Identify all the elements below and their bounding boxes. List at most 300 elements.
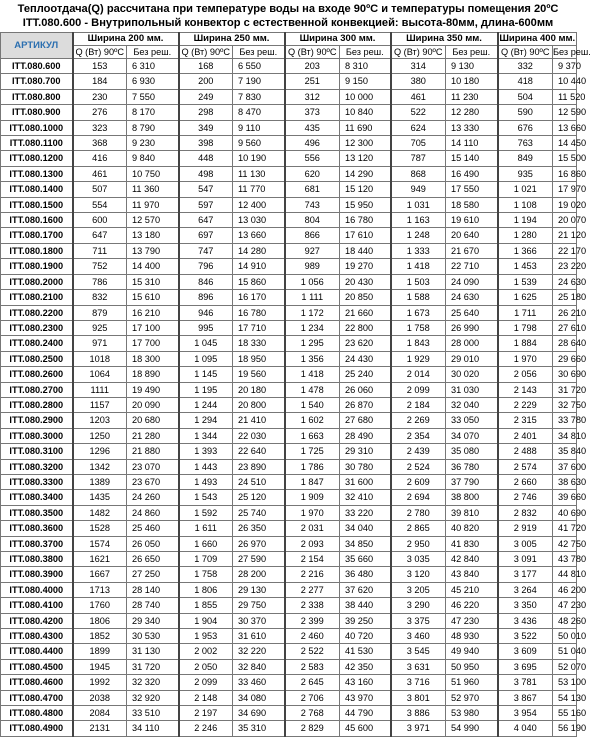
grille-value-cell: 34 070 xyxy=(446,428,498,443)
grille-value-cell: 32 410 xyxy=(340,490,391,505)
grille-value-cell: 29 750 xyxy=(233,598,285,613)
heat-output-cell: 2 229 xyxy=(498,397,553,412)
heat-output-cell: 2 694 xyxy=(391,490,446,505)
q-header: Q (Вт) 90ºC xyxy=(498,46,553,59)
q-header: Q (Вт) 90ºC xyxy=(73,46,127,59)
grille-value-cell: 13 660 xyxy=(233,228,285,243)
grille-value-cell: 51 960 xyxy=(446,675,498,690)
heat-output-cell: 2 522 xyxy=(285,644,340,659)
grille-value-cell: 35 660 xyxy=(340,552,391,567)
heat-output-cell: 597 xyxy=(179,197,233,212)
heat-output-cell: 681 xyxy=(285,182,340,197)
table-body xyxy=(1,59,587,737)
grille-value-cell: 43 160 xyxy=(340,675,391,690)
heat-output-cell: 3 867 xyxy=(498,690,553,705)
table-row xyxy=(1,290,577,305)
article-cell: ITT.080.4000 xyxy=(1,582,73,597)
table-row xyxy=(1,367,577,382)
heat-output-cell: 504 xyxy=(498,89,553,104)
heat-output-cell: 624 xyxy=(391,120,446,135)
grille-value-cell: 34 850 xyxy=(340,536,391,551)
heat-output-cell: 1 172 xyxy=(285,305,340,320)
article-cell: ITT.080.600 xyxy=(1,59,73,74)
heat-output-cell: 3 522 xyxy=(498,629,553,644)
table-row xyxy=(1,474,577,489)
grille-value-cell: 16 210 xyxy=(127,305,179,320)
grille-value-cell: 32 840 xyxy=(233,659,285,674)
article-cell: ITT.080.2600 xyxy=(1,367,73,382)
grille-value-cell: 10 180 xyxy=(446,74,498,89)
group-header-350: Ширина 350 мм. xyxy=(391,33,498,46)
heat-output-cell: 1 709 xyxy=(179,552,233,567)
table-row xyxy=(1,105,577,120)
table-row xyxy=(1,74,577,89)
grille-value-cell: 33 510 xyxy=(127,706,179,721)
heat-output-cell: 971 xyxy=(73,336,127,351)
heat-output-cell: 763 xyxy=(498,136,553,151)
grille-value-cell: 17 610 xyxy=(340,228,391,243)
grille-value-cell: 28 490 xyxy=(340,428,391,443)
heat-output-cell: 332 xyxy=(498,59,553,74)
grille-value-cell: 26 970 xyxy=(233,536,285,551)
grille-value-cell: 34 690 xyxy=(233,706,285,721)
table-row xyxy=(1,320,577,335)
heat-output-cell: 2 645 xyxy=(285,675,340,690)
grille-value-cell: 18 890 xyxy=(127,367,179,382)
grille-value-cell: 9 230 xyxy=(127,136,179,151)
heat-output-cell: 2 338 xyxy=(285,598,340,613)
heat-output-cell: 1 503 xyxy=(391,274,446,289)
grille-value-cell: 36 780 xyxy=(446,459,498,474)
grille-value-cell: 25 120 xyxy=(233,490,285,505)
grille-value-cell: 24 430 xyxy=(340,351,391,366)
grille-value-cell: 31 130 xyxy=(127,644,179,659)
table-row xyxy=(1,59,577,74)
heat-output-cell: 786 xyxy=(73,274,127,289)
q-header: Q (Вт) 90ºC xyxy=(179,46,233,59)
heat-output-cell: 1064 xyxy=(73,367,127,382)
grille-value-cell: 44 810 xyxy=(553,567,577,582)
heat-output-cell: 995 xyxy=(179,320,233,335)
heat-output-cell: 1 725 xyxy=(285,444,340,459)
grille-value-cell: 25 640 xyxy=(446,305,498,320)
heat-output-cell: 2 093 xyxy=(285,536,340,551)
grille-value-cell: 26 650 xyxy=(127,552,179,567)
heat-output-cell: 2 099 xyxy=(391,382,446,397)
heat-output-cell: 1 344 xyxy=(179,428,233,443)
article-cell: ITT.080.900 xyxy=(1,105,73,120)
heat-output-cell: 2 148 xyxy=(179,690,233,705)
grille-value-cell: 52 970 xyxy=(446,690,498,705)
heat-output-cell: 1 244 xyxy=(179,397,233,412)
grille-value-cell: 23 620 xyxy=(340,336,391,351)
grille-value-cell: 34 110 xyxy=(127,721,179,736)
heat-output-cell: 949 xyxy=(391,182,446,197)
heat-output-cell: 1 929 xyxy=(391,351,446,366)
heat-output-cell: 1 031 xyxy=(391,197,446,212)
grille-value-cell: 26 870 xyxy=(340,397,391,412)
grille-value-cell: 23 890 xyxy=(233,459,285,474)
grille-value-cell: 13 660 xyxy=(553,120,577,135)
heat-output-cell: 3 801 xyxy=(391,690,446,705)
grille-value-cell: 19 610 xyxy=(446,213,498,228)
grille-value-cell: 45 210 xyxy=(446,582,498,597)
grille-header: Без реш. xyxy=(553,47,591,57)
grille-value-cell: 12 570 xyxy=(127,213,179,228)
grille-value-cell: 29 130 xyxy=(233,582,285,597)
heat-output-cell: 1157 xyxy=(73,397,127,412)
grille-value-cell: 15 140 xyxy=(446,151,498,166)
heat-output-cell: 1 660 xyxy=(179,536,233,551)
heat-output-cell: 200 xyxy=(179,74,233,89)
grille-value-cell: 44 790 xyxy=(340,706,391,721)
grille-value-cell: 12 590 xyxy=(553,105,577,120)
grille-value-cell: 16 780 xyxy=(340,213,391,228)
heat-output-cell: 184 xyxy=(73,74,127,89)
grille-value-cell: 45 600 xyxy=(340,721,391,736)
grille-value-cell: 11 520 xyxy=(553,89,577,104)
heat-output-cell: 1806 xyxy=(73,613,127,628)
heat-output-cell: 866 xyxy=(285,228,340,243)
heat-output-cell: 1 108 xyxy=(498,197,553,212)
grille-value-cell: 48 260 xyxy=(553,613,577,628)
grille-value-cell: 18 440 xyxy=(340,243,391,258)
heat-output-cell: 2131 xyxy=(73,721,127,736)
grille-value-cell: 9 840 xyxy=(127,151,179,166)
heat-output-cell: 1482 xyxy=(73,505,127,520)
heat-output-cell: 1435 xyxy=(73,490,127,505)
grille-value-cell: 13 790 xyxy=(127,243,179,258)
article-cell: ITT.080.2900 xyxy=(1,413,73,428)
grille-value-cell: 43 840 xyxy=(446,567,498,582)
article-cell: ITT.080.1700 xyxy=(1,228,73,243)
grille-value-cell: 53 100 xyxy=(553,675,577,690)
heat-output-cell: 1899 xyxy=(73,644,127,659)
grille-value-cell: 14 450 xyxy=(553,136,577,151)
grille-value-cell: 15 500 xyxy=(553,151,577,166)
grille-value-cell: 10 840 xyxy=(340,105,391,120)
heat-output-cell: 1 673 xyxy=(391,305,446,320)
heat-output-cell: 1 855 xyxy=(179,598,233,613)
article-cell: ITT.080.700 xyxy=(1,74,73,89)
heat-output-cell: 2 197 xyxy=(179,706,233,721)
heat-output-cell: 230 xyxy=(73,89,127,104)
grille-value-cell: 39 810 xyxy=(446,505,498,520)
heat-output-cell: 1 095 xyxy=(179,351,233,366)
heat-output-cell: 203 xyxy=(285,59,340,74)
article-cell: ITT.080.1300 xyxy=(1,166,73,181)
heat-output-cell: 879 xyxy=(73,305,127,320)
grille-value-cell: 31 610 xyxy=(233,629,285,644)
heat-output-cell: 832 xyxy=(73,290,127,305)
table-row xyxy=(1,659,577,674)
grille-value-cell: 29 660 xyxy=(553,351,577,366)
grille-value-cell: 38 800 xyxy=(446,490,498,505)
grille-value-cell: 30 780 xyxy=(340,459,391,474)
table-row xyxy=(1,582,577,597)
grille-value-cell: 35 080 xyxy=(446,444,498,459)
article-cell: ITT.080.2700 xyxy=(1,382,73,397)
heat-output-cell: 1 798 xyxy=(498,320,553,335)
table-row xyxy=(1,197,577,212)
heat-output-cell: 1 540 xyxy=(285,397,340,412)
heat-output-cell: 1 280 xyxy=(498,228,553,243)
grille-value-cell: 10 190 xyxy=(233,151,285,166)
heat-output-cell: 925 xyxy=(73,320,127,335)
heat-output-cell: 2 002 xyxy=(179,644,233,659)
heat-output-cell: 705 xyxy=(391,136,446,151)
header-line-1: Теплоотдача(Q) рассчитана при температуре воды на входе 90ºC и температуры помещения 20ºC xyxy=(17,3,559,15)
heat-output-cell: 2 031 xyxy=(285,521,340,536)
convector-table xyxy=(0,32,591,737)
heat-output-cell: 3 545 xyxy=(391,644,446,659)
grille-value-cell: 33 460 xyxy=(233,675,285,690)
heat-output-cell: 461 xyxy=(73,166,127,181)
grille-value-cell: 40 720 xyxy=(340,629,391,644)
heat-output-cell: 2 099 xyxy=(179,675,233,690)
grille-header: Без реш. xyxy=(340,46,391,59)
grille-value-cell: 30 530 xyxy=(127,629,179,644)
heat-output-cell: 1 758 xyxy=(391,320,446,335)
grille-value-cell: 17 550 xyxy=(446,182,498,197)
heat-output-cell: 314 xyxy=(391,59,446,74)
grille-value-cell: 16 780 xyxy=(233,305,285,320)
article-cell: ITT.080.1200 xyxy=(1,151,73,166)
heat-output-cell: 522 xyxy=(391,105,446,120)
grille-value-cell: 27 590 xyxy=(233,552,285,567)
heat-output-cell: 1 786 xyxy=(285,459,340,474)
grille-value-cell: 20 850 xyxy=(340,290,391,305)
heat-output-cell: 1 145 xyxy=(179,367,233,382)
grille-header: Без реш. xyxy=(233,46,285,59)
heat-output-cell: 2 583 xyxy=(285,659,340,674)
article-cell: ITT.080.3200 xyxy=(1,459,73,474)
heat-output-cell: 804 xyxy=(285,213,340,228)
grille-value-cell: 29 010 xyxy=(446,351,498,366)
grille-value-cell: 9 110 xyxy=(233,120,285,135)
heat-output-cell: 1 970 xyxy=(285,505,340,520)
grille-value-cell: 21 670 xyxy=(446,243,498,258)
grille-value-cell: 32 750 xyxy=(553,397,577,412)
heat-output-cell: 590 xyxy=(498,105,553,120)
heat-output-cell: 2 014 xyxy=(391,367,446,382)
grille-value-cell: 41 830 xyxy=(446,536,498,551)
heat-output-cell: 846 xyxy=(179,274,233,289)
grille-value-cell: 37 790 xyxy=(446,474,498,489)
grille-value-cell: 51 040 xyxy=(553,644,577,659)
heat-output-cell: 3 120 xyxy=(391,567,446,582)
grille-value-cell: 10 750 xyxy=(127,166,179,181)
grille-value-cell: 14 400 xyxy=(127,259,179,274)
table-row xyxy=(1,706,577,721)
heat-output-cell: 849 xyxy=(498,151,553,166)
heat-output-cell: 1250 xyxy=(73,428,127,443)
grille-value-cell: 31 720 xyxy=(553,382,577,397)
heat-output-cell: 1389 xyxy=(73,474,127,489)
grille-value-cell: 14 110 xyxy=(446,136,498,151)
heat-output-cell: 2038 xyxy=(73,690,127,705)
grille-value-cell: 20 090 xyxy=(127,397,179,412)
grille-value-cell: 25 180 xyxy=(553,290,577,305)
grille-value-cell: 16 860 xyxy=(553,166,577,181)
article-cell: ITT.080.4700 xyxy=(1,690,73,705)
grille-value-cell: 41 530 xyxy=(340,644,391,659)
heat-output-cell: 1 248 xyxy=(391,228,446,243)
heat-output-cell: 380 xyxy=(391,74,446,89)
grille-value-cell: 21 120 xyxy=(553,228,577,243)
grille-value-cell: 13 120 xyxy=(340,151,391,166)
grille-value-cell: 32 320 xyxy=(127,675,179,690)
heat-output-cell: 747 xyxy=(179,243,233,258)
grille-value-cell: 29 340 xyxy=(127,613,179,628)
subheader-row xyxy=(1,46,577,59)
heat-output-cell: 1852 xyxy=(73,629,127,644)
grille-value-cell: 37 620 xyxy=(340,582,391,597)
heat-output-cell: 323 xyxy=(73,120,127,135)
grille-value-cell: 30 020 xyxy=(446,367,498,382)
grille-value-cell: 23 070 xyxy=(127,459,179,474)
heat-output-cell: 3 971 xyxy=(391,721,446,736)
heat-output-cell: 2 184 xyxy=(391,397,446,412)
grille-value-cell: 20 680 xyxy=(127,413,179,428)
grille-value-cell: 21 280 xyxy=(127,428,179,443)
heat-output-cell: 416 xyxy=(73,151,127,166)
grille-value-cell: 7 550 xyxy=(127,89,179,104)
heat-output-cell: 1 592 xyxy=(179,505,233,520)
grille-value-cell: 32 220 xyxy=(233,644,285,659)
table-row xyxy=(1,259,577,274)
heat-output-cell: 935 xyxy=(498,166,553,181)
heat-output-cell: 3 290 xyxy=(391,598,446,613)
grille-value-cell: 20 800 xyxy=(233,397,285,412)
heat-output-cell: 620 xyxy=(285,166,340,181)
article-cell: ITT.080.2800 xyxy=(1,397,73,412)
grille-value-cell: 13 330 xyxy=(446,120,498,135)
heat-output-cell: 1 663 xyxy=(285,428,340,443)
grille-value-cell: 11 970 xyxy=(127,197,179,212)
article-cell: ITT.080.3100 xyxy=(1,444,73,459)
heat-output-cell: 349 xyxy=(179,120,233,135)
table-row xyxy=(1,629,577,644)
grille-value-cell: 21 410 xyxy=(233,413,285,428)
grille-value-cell: 28 140 xyxy=(127,582,179,597)
table-row xyxy=(1,382,577,397)
heat-output-cell: 1 478 xyxy=(285,382,340,397)
heat-output-cell: 1 539 xyxy=(498,274,553,289)
grille-value-cell: 18 300 xyxy=(127,351,179,366)
grille-value-cell: 26 990 xyxy=(446,320,498,335)
grille-value-cell: 20 430 xyxy=(340,274,391,289)
grille-value-cell: 26 050 xyxy=(127,536,179,551)
grille-value-cell: 32 920 xyxy=(127,690,179,705)
grille-value-cell: 19 020 xyxy=(553,197,577,212)
heat-output-cell: 2 399 xyxy=(285,613,340,628)
grille-value-cell: 7 190 xyxy=(233,74,285,89)
grille-value-cell: 7 830 xyxy=(233,89,285,104)
group-header-300: Ширина 300 мм. xyxy=(285,33,391,46)
article-cell: ITT.080.1400 xyxy=(1,182,73,197)
heat-output-cell: 1 543 xyxy=(179,490,233,505)
article-cell: ITT.080.3500 xyxy=(1,505,73,520)
heat-output-cell: 1 970 xyxy=(498,351,553,366)
article-cell: ITT.080.4300 xyxy=(1,629,73,644)
heat-output-cell: 1 056 xyxy=(285,274,340,289)
table-row xyxy=(1,505,577,520)
grille-value-cell: 56 190 xyxy=(553,721,577,736)
article-cell: ITT.080.3400 xyxy=(1,490,73,505)
heat-output-cell: 796 xyxy=(179,259,233,274)
heat-output-cell: 1 758 xyxy=(179,567,233,582)
grille-value-cell: 9 130 xyxy=(446,59,498,74)
grille-value-cell: 10 000 xyxy=(340,89,391,104)
grille-value-cell: 31 720 xyxy=(127,659,179,674)
heat-output-cell: 3 460 xyxy=(391,629,446,644)
heat-output-cell: 2 524 xyxy=(391,459,446,474)
grille-value-cell: 12 280 xyxy=(446,105,498,120)
heat-output-cell: 1667 xyxy=(73,567,127,582)
grille-value-cell: 39 660 xyxy=(553,490,577,505)
heat-output-cell: 3 005 xyxy=(498,536,553,551)
grille-value-cell: 43 780 xyxy=(553,552,577,567)
table-row xyxy=(1,490,577,505)
heat-output-cell: 2 488 xyxy=(498,444,553,459)
heat-output-cell: 3 695 xyxy=(498,659,553,674)
table-row xyxy=(1,243,577,258)
grille-value-cell: 18 950 xyxy=(233,351,285,366)
article-cell: ITT.080.800 xyxy=(1,89,73,104)
heat-output-cell: 298 xyxy=(179,105,233,120)
article-cell: ITT.080.3300 xyxy=(1,474,73,489)
heat-output-cell: 1 453 xyxy=(498,259,553,274)
grille-value-cell: 19 490 xyxy=(127,382,179,397)
heat-output-cell: 1296 xyxy=(73,444,127,459)
heat-output-cell: 1574 xyxy=(73,536,127,551)
heat-output-cell: 600 xyxy=(73,213,127,228)
heat-output-cell: 1760 xyxy=(73,598,127,613)
grille-value-cell: 32 040 xyxy=(446,397,498,412)
grille-value-cell: 19 270 xyxy=(340,259,391,274)
heat-output-cell: 2 315 xyxy=(498,413,553,428)
heat-output-cell: 3 350 xyxy=(498,598,553,613)
grille-value-cell: 42 350 xyxy=(340,659,391,674)
grille-value-cell: 8 470 xyxy=(233,105,285,120)
grille-value-cell: 22 710 xyxy=(446,259,498,274)
grille-value-cell: 27 680 xyxy=(340,413,391,428)
heat-output-cell: 496 xyxy=(285,136,340,151)
table-row xyxy=(1,351,577,366)
grille-value-cell: 34 810 xyxy=(553,428,577,443)
heat-output-cell: 2 660 xyxy=(498,474,553,489)
heat-output-cell: 1 356 xyxy=(285,351,340,366)
heat-output-cell: 1 806 xyxy=(179,582,233,597)
article-cell: ITT.080.3700 xyxy=(1,536,73,551)
grille-value-cell: 17 710 xyxy=(233,320,285,335)
article-cell: ITT.080.4500 xyxy=(1,659,73,674)
table-row xyxy=(1,567,577,582)
grille-value-cell: 22 800 xyxy=(340,320,391,335)
heat-output-cell: 787 xyxy=(391,151,446,166)
heat-output-cell: 168 xyxy=(179,59,233,74)
article-cell: ITT.080.3000 xyxy=(1,428,73,443)
grille-value-cell: 26 350 xyxy=(233,521,285,536)
grille-value-cell: 11 360 xyxy=(127,182,179,197)
article-cell: ITT.080.4600 xyxy=(1,675,73,690)
heat-output-cell: 2 056 xyxy=(498,367,553,382)
grille-value-cell: 41 720 xyxy=(553,521,577,536)
grille-value-cell: 16 490 xyxy=(446,166,498,181)
grille-value-cell: 34 040 xyxy=(340,521,391,536)
grille-value-cell: 25 740 xyxy=(233,505,285,520)
